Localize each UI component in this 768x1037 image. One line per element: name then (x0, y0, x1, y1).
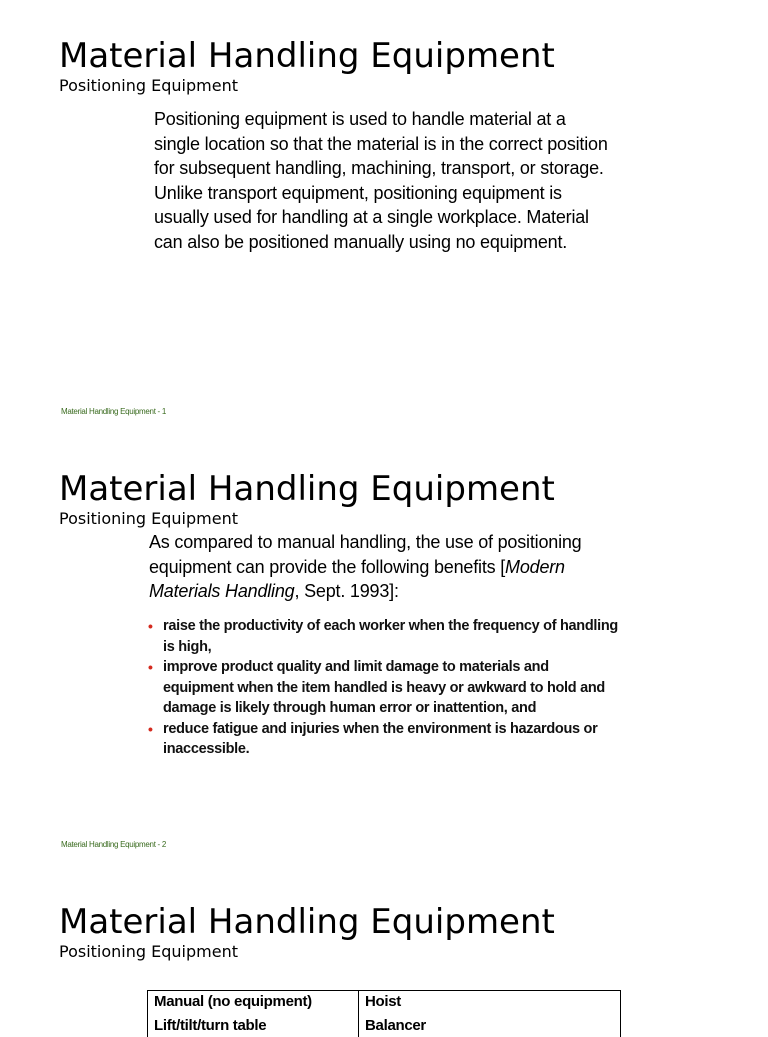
citation-title: Modern Materials Handling (149, 556, 565, 602)
slide-title: Material Handling Equipment (59, 36, 555, 76)
bullet-icon: • (148, 618, 153, 634)
bullet-icon: • (148, 659, 153, 675)
slide-subtitle: Positioning Equipment (59, 76, 238, 95)
slide-title: Material Handling Equipment (59, 469, 555, 509)
intro-text-end: , Sept. 1993]: (294, 581, 399, 602)
bullet-icon: • (148, 720, 153, 737)
slide-footer: Material Handling Equipment - 2 (61, 840, 166, 849)
table-cell: Balancer (359, 1015, 621, 1037)
slide-subtitle: Positioning Equipment (59, 942, 238, 961)
intro-text-start: As compared to manual handling, the use of positioning equipment can provide the following benefits [ (149, 532, 582, 577)
slide-title: Material Handling Equipment (59, 902, 555, 942)
table-cell: Lift/tilt/turn table (148, 1015, 359, 1037)
slide-footer: Material Handling Equipment - 1 (61, 407, 166, 416)
equipment-table (147, 990, 621, 1037)
table-row (148, 1015, 621, 1037)
list-item-text: raise the productivity of each worker when the frequency of handling is high, (163, 618, 618, 655)
table-row (148, 991, 621, 1016)
list-item-text: reduce fatigue and injuries when the environment is hazardous or inaccessible. (163, 720, 598, 757)
list-item-text: improve product quality and limit damage to materials and equipment when the item handled is heavy or awkward to hold and damage is likely through human error or inattention, and (163, 659, 605, 716)
table-cell: Manual (no equipment) (148, 991, 359, 1016)
slide-subtitle: Positioning Equipment (59, 509, 238, 528)
table-cell: Hoist (359, 991, 621, 1016)
slide-body-text: Positioning equipment is used to handle material at a single location so that the material is in the correct position for subsequent handling, machining, transport, or storage. Unlike transport equipment, positioning equipment is usually used for handling at a single workplace. Material can also be positioned manually using no equipment. (154, 109, 608, 252)
